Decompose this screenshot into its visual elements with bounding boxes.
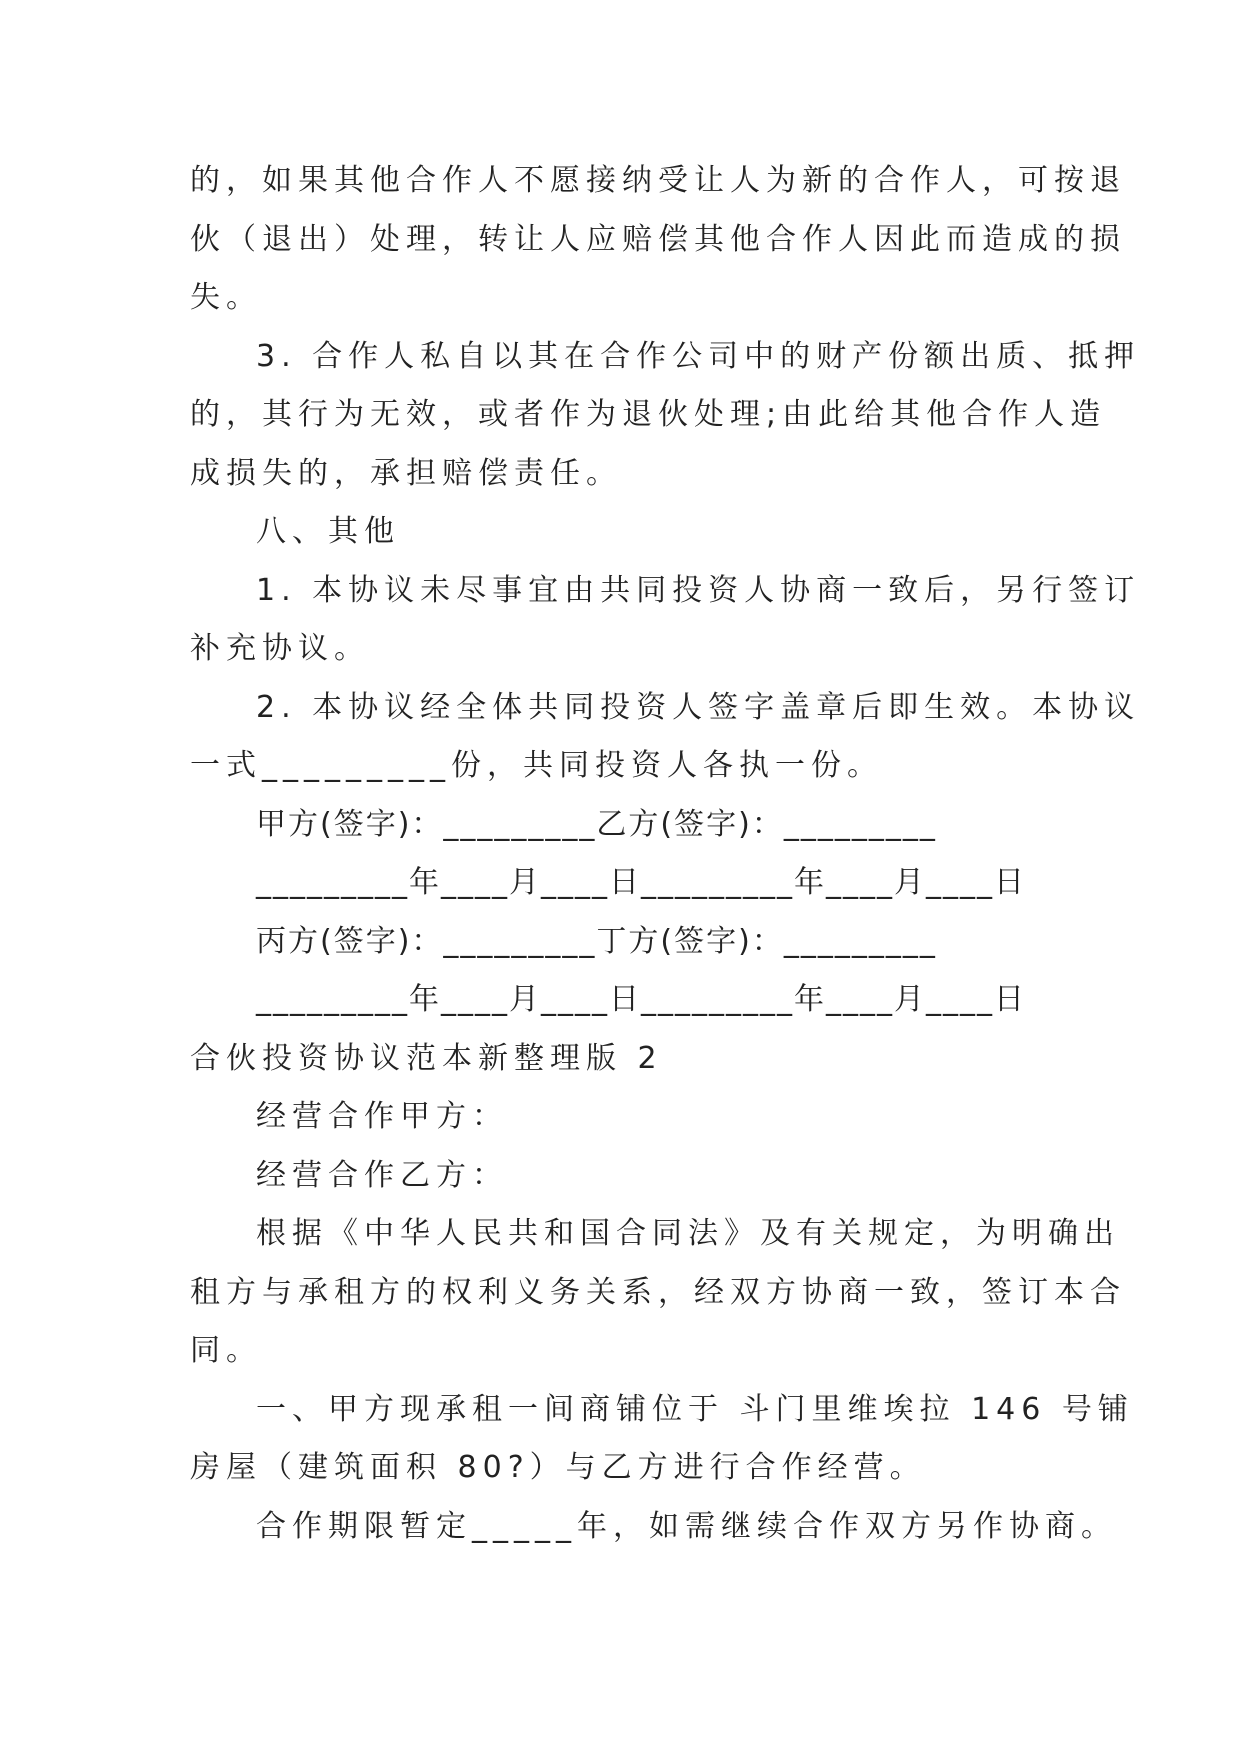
clause-2: 2. 本协议经全体共同投资人签字盖章后即生效。本协议	[256, 689, 1141, 725]
text-line: 一式_________份，共同投资人各执一份。	[190, 748, 883, 783]
text-line: 成损失的，承担赔偿责任。	[190, 455, 622, 491]
section-heading-other: 八、其他	[256, 514, 400, 549]
signature-date-line: _________年____月____日_________年____月____日	[256, 982, 1026, 1017]
signature-date-line: _________年____月____日_________年____月____日	[256, 865, 1026, 900]
term-line: 合作期限暂定_____年，如需继续合作双方另作协商。	[256, 1508, 1117, 1544]
text-line: 伙（退出）处理，转让人应赔偿其他合作人因此而造成的损	[190, 221, 1126, 257]
document-title: 合伙投资协议范本新整理版 2	[190, 1040, 663, 1076]
text-line: 租方与承租方的权利义务关系，经双方协商一致，签订本合	[190, 1274, 1126, 1310]
preamble: 根据《中华人民共和国合同法》及有关规定，为明确出	[256, 1216, 1120, 1251]
clause-1: 1. 本协议未尽事宜由共同投资人协商一致后，另行签订	[256, 572, 1141, 608]
text-line: 同。	[190, 1333, 262, 1368]
clause-3: 3. 合作人私自以其在合作公司中的财产份额出质、抵押	[256, 338, 1141, 374]
text-line: 的，如果其他合作人不愿接纳受让人为新的合作人，可按退	[190, 163, 1126, 198]
signature-party-c-d: 丙方(签字)：_________丁方(签字)：_________	[256, 923, 937, 959]
text-line: 的，其行为无效，或者作为退伙处理;由此给其他合作人造	[190, 397, 1107, 432]
party-a-label: 经营合作甲方：	[256, 1099, 508, 1134]
signature-party-a-b: 甲方(签字)：_________乙方(签字)：_________	[256, 806, 937, 842]
article-1: 一、甲方现承租一间商铺位于 斗门里维埃拉 146 号铺	[256, 1391, 1134, 1427]
text-line: 房屋（建筑面积 80?）与乙方进行合作经营。	[190, 1450, 926, 1485]
text-line: 失。	[190, 280, 262, 315]
party-b-label: 经营合作乙方：	[256, 1157, 508, 1193]
document-body	[190, 152, 1141, 1556]
text-line: 补充协议。	[190, 631, 370, 666]
